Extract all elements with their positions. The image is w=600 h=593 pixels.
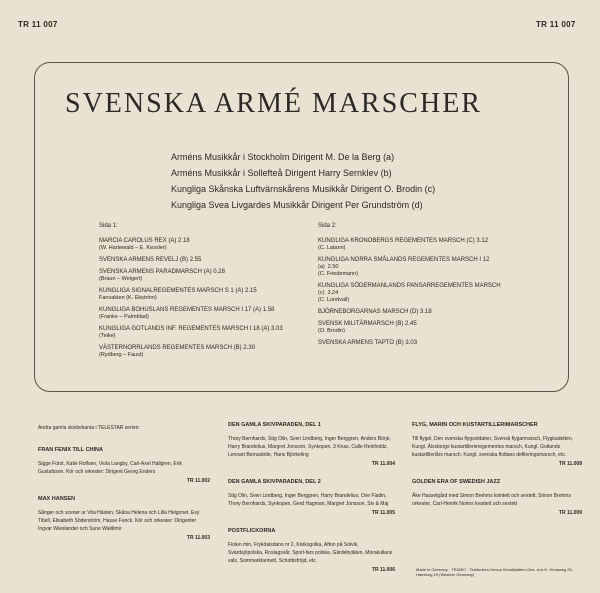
track-item xyxy=(318,339,548,347)
tracklist-panel xyxy=(34,62,569,392)
track-composer: (W. Hartewald – E. Kessler) xyxy=(99,245,167,251)
record-catalog-number: TR 11.002 xyxy=(186,478,210,484)
track-title: SVENSKA ARMENS TAPTO (B) 3.03 xyxy=(318,340,418,346)
credit-line: Arméns Musikkår i Sollefteå Dirigent Harry Sernklev (b) xyxy=(171,168,392,178)
side-1 xyxy=(99,223,299,363)
track-composer: (C. Latann) xyxy=(318,245,346,251)
track-item xyxy=(99,306,299,321)
track-item xyxy=(318,320,548,335)
record-heading: DEN GAMLA SKIVPARADEN, DEL 1 xyxy=(228,422,321,428)
other-records-column-3 xyxy=(412,421,582,527)
catalog-number-left: TR 11 007 xyxy=(18,20,58,29)
track-item xyxy=(99,287,299,302)
side-2-heading: Sida 2: xyxy=(318,223,337,229)
other-records-intro: Andra gamla skivbekanta i TELESTAR serien: xyxy=(38,425,140,431)
track-composer: (Franke – Palmblad) xyxy=(99,314,149,320)
record-catalog-number: TR 11.005 xyxy=(371,510,395,516)
track-composer: Fanvakten (K. Ekström) xyxy=(99,295,157,301)
record-heading: POSTFLICKORNA xyxy=(228,528,276,534)
track-item xyxy=(99,256,299,264)
record-listing xyxy=(38,446,210,485)
track-title: KUNGLIGA KRONOBERGS REGEMENTES MARSCH (C) 3.12 xyxy=(318,238,489,244)
credits xyxy=(171,149,561,213)
footer-imprint: Made in Germany · TRIDEC · Telefunken-Decca Schallplatten-Ges. m.b.H. Heusweg 25, Hamburg 19 (Western Germany) xyxy=(416,567,573,577)
album-title: SVENSKA ARMÉ MARSCHER xyxy=(65,88,482,119)
track-item xyxy=(99,344,299,359)
record-description: Sigge Fürst, Katie Rolfsen, Viola Langby, Carl-Axel Hallgren, Erik Gustafsson. Kör och orkester: Dirigent Georg Enders xyxy=(38,461,183,475)
other-records-column-2 xyxy=(228,421,395,584)
other-records-column-1 xyxy=(38,446,210,552)
track-composer: (Rydberg – Faust) xyxy=(99,352,144,358)
track-composer: (Braun – Weigert) xyxy=(99,276,143,282)
record-heading: GOLDEN ERA OF SWEDISH JAZZ xyxy=(412,479,501,485)
credit-line: Arméns Musikkår i Stockholm Dirigent M. De la Berg (a) xyxy=(171,152,395,162)
record-listing xyxy=(228,527,395,574)
track-title: VÄSTERNORRLANDS REGEMENTES MARSCH (B) 2.30 xyxy=(99,345,256,351)
track-item xyxy=(318,282,548,304)
record-description: Till flygel, Den svenska flygsoldaten, Svensk flygarmarsch, Flygkadetten, Kungl. Älvsborgs kustartillerieregementes marsch, Kungl. Gotlands kustartilleriårs marsch, Kungl. svenska flottans defileringsmarsch, etc. xyxy=(412,436,573,458)
track-item xyxy=(99,268,299,283)
record-heading: MAX HANSEN xyxy=(38,496,75,502)
record-catalog-number: TR 11.009 xyxy=(558,510,582,516)
record-heading: DEN GAMLA SKIVPARADEN, DEL 2 xyxy=(228,479,321,485)
record-listing xyxy=(228,478,395,517)
track-title: KUNGLIGA SÖDERMANLANDS PANSARREGEMENTES MARSCH xyxy=(318,283,501,289)
track-title: BJÖRNEBORGARNAS MARSCH (D) 3.18 xyxy=(318,309,432,315)
record-heading: FRAN FENIX TILL CHINA xyxy=(38,447,103,453)
track-title: SVENSK MILITÄRMARSCH (B) 2.45 xyxy=(318,321,417,327)
record-listing xyxy=(38,495,210,542)
track-title: SVENSKA ARMENS REVELJ (B) 2.55 xyxy=(99,257,202,263)
track-title: SVENSKA ARMENS PARADMARSCH (A) 0.28 xyxy=(99,269,225,275)
record-heading: FLYG, MARIN OCH KUSTARTILLERIMARSCHER xyxy=(412,422,538,428)
catalog-number-right: TR 11 007 xyxy=(536,20,576,29)
track-item xyxy=(318,256,548,278)
track-composer: (c) 3.24 (C. Lundvall) xyxy=(318,290,350,303)
track-item xyxy=(318,308,548,316)
side-2-tracklist xyxy=(318,237,548,347)
track-title: KUNGLIGA GOTLANDS INF. REGEMENTES MARSCH I 18 (A) 3.03 xyxy=(99,326,283,332)
track-title: KUNGLIGA SIGNALREGEMENTES MARSCH S 1 (A) 2.15 xyxy=(99,288,257,294)
record-description: Stig Olin, Sven Lindberg, Inger Berggren, Harry Brandelius, Ove Fladin, Thory Bernhards, Synkopen, Gerd Hagman, Margret Jonsson, Siv & Maj xyxy=(228,493,389,507)
record-listing xyxy=(412,421,582,468)
track-item xyxy=(99,237,299,252)
side-1-tracklist xyxy=(99,237,299,359)
credit-line: Kungliga Skånska Luftvärnskårens Musikkår Dirigent O. Brodin (c) xyxy=(171,184,436,194)
track-composer: (O. Brodin) xyxy=(318,328,345,334)
track-composer: (a) 2.50 (C. Friedemann) xyxy=(318,264,359,277)
record-catalog-number: TR 11.006 xyxy=(371,567,395,573)
record-catalog-number: TR 11.003 xyxy=(186,535,210,541)
side-2 xyxy=(318,223,548,351)
track-item xyxy=(318,237,548,252)
record-listing xyxy=(228,421,395,468)
track-title: KUNGLIGA BOHUSLANS REGEMENTES MARSCH I 17 (A) 1.58 xyxy=(99,307,275,313)
record-description: Sånger och scener ur Vita Hästen, Skåna Helena och Lilla Helgonet. Evy Tibell, Elisabeth Söderström, Hasse Funck. Kör och orkester: Dirigenter Ingvar Wieslander och Sune Waldimir xyxy=(38,510,200,532)
record-description: Åke Hasselgård med Simon Brehms kvintett och sextett, Simon Brehms orkester, Carl-Henrik Norins kvartett och sextett xyxy=(412,493,571,507)
track-title: KUNGLIGA NORRA SMÅLANDS REGEMENTES MARSCH I 12 xyxy=(318,257,490,263)
side-1-heading: Sida 1: xyxy=(99,223,118,229)
track-item xyxy=(99,325,299,340)
record-catalog-number: TR 11.008 xyxy=(558,461,582,467)
record-listing xyxy=(412,478,582,517)
record-description: Fiolen min, Frykdalsdans nr 2, Kiviksgolka, Afton på Solvik, Svärdsjöpolska, Roslagsvår, Sporl-fars polska, Gärdebyläten, Morakullans vals, Sommarklarinett, Schottisfröjd, etc. xyxy=(228,542,393,564)
record-catalog-number: TR 11.004 xyxy=(371,461,395,467)
track-composer: (Teike) xyxy=(99,333,116,339)
track-title: MARCIA CAROLUS REX (A) 2.18 xyxy=(99,238,190,244)
credit-line: Kungliga Svea Livgardes Musikkår Dirigent Per Grundström (d) xyxy=(171,200,423,210)
record-description: Thory Bernhards, Stig Olin, Sven Lindberg, Inger Berggren, Anders Börje, Harry Brandelius, Margret Jonsson, Synkopen, 3 Knas, Calle Reinholdz, Lennart Bernadotte, Hans Björkeling xyxy=(228,436,391,458)
